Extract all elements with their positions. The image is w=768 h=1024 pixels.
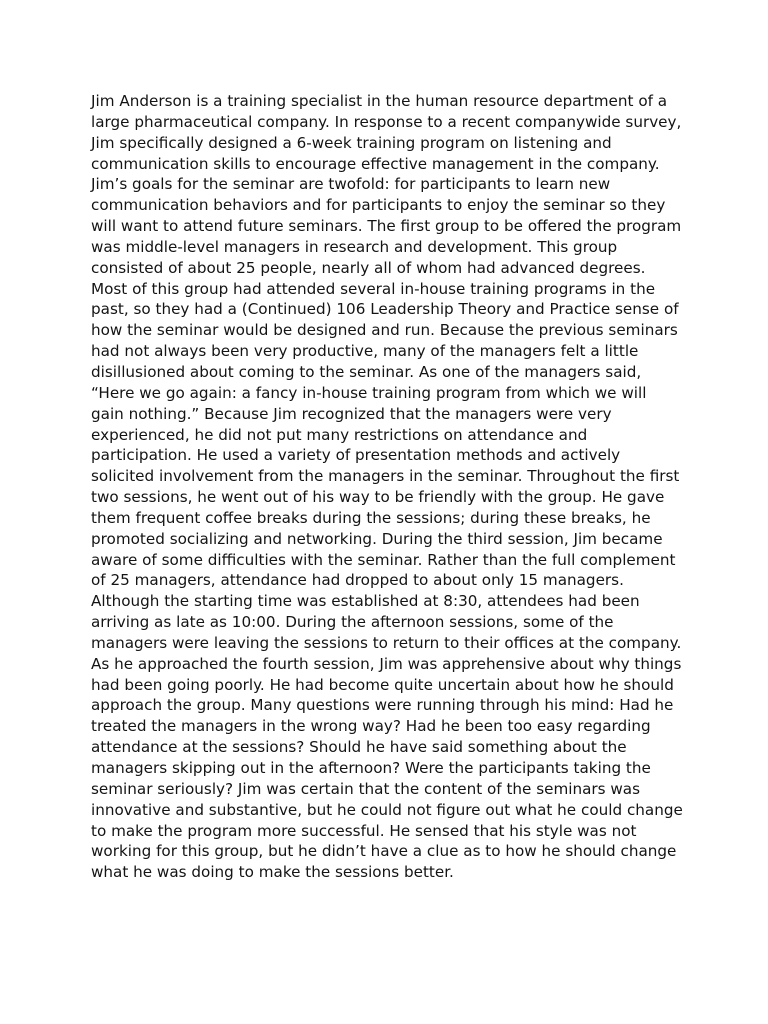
text-line: of 25 managers, attendance had dropped to about only 15 managers. (91, 571, 624, 590)
text-line: arriving as late as 10:00. During the afternoon sessions, some of the (91, 613, 614, 632)
text-line: to make the program more successful. He sensed that his style was not (91, 821, 637, 840)
text-line: Most of this group had attended several in-house training programs in the (91, 279, 656, 298)
text-line: managers skipping out in the afternoon? Were the participants taking the (91, 759, 651, 777)
text-line: communication skills to encourage effective management in the company. (91, 154, 660, 173)
text-line: solicited involvement from the managers in the seminar. Throughout the first (91, 467, 680, 486)
text-line: working for this group, but he didn’t have a clue as to how he should change (91, 842, 677, 861)
text-line: gain nothing.” Because Jim recognized that the managers were very (91, 404, 612, 423)
text-line: “Here we go again: a fancy in-house training program from which we will (91, 383, 647, 402)
text-line: how the seminar would be designed and run. Because the previous seminars (91, 321, 678, 340)
text-line: Jim Anderson is a training specialist in the human resource department of a (91, 92, 668, 110)
text-line: Although the starting time was established at 8:30, attendees had been (91, 592, 640, 611)
text-line: had been going poorly. He had become quite uncertain about how he should (91, 675, 674, 694)
text-line: seminar seriously? Jim was certain that the content of the seminars was (91, 779, 641, 798)
text-line: managers were leaving the sessions to return to their offices at the company. (91, 633, 682, 652)
text-line: large pharmaceutical company. In response to a recent companywide survey, (91, 112, 682, 131)
text-line: will want to attend future seminars. The first group to be offered the program (91, 217, 682, 236)
text-line: aware of some difficulties with the seminar. Rather than the full complement (91, 550, 676, 569)
text-line: attendance at the sessions? Should he have said something about the (91, 738, 627, 757)
text-line: two sessions, he went out of his way to be friendly with the group. He gave (91, 488, 665, 507)
text-line: communication behaviors and for participants to enjoy the seminar so they (91, 196, 666, 215)
text-line: consisted of about 25 people, nearly all of whom had advanced degrees. (91, 258, 646, 277)
text-line: was middle-level managers in research and development. This group (91, 237, 618, 256)
text-line: treated the managers in the wrong way? Had he been too easy regarding (91, 717, 651, 736)
text-line: past, so they had a (Continued) 106 Leadership Theory and Practice sense of (91, 300, 679, 319)
text-line: As he approached the fourth session, Jim was apprehensive about why things (91, 654, 682, 673)
text-line: participation. He used a variety of presentation methods and actively (91, 446, 621, 465)
text-line: them frequent coffee breaks during the sessions; during these breaks, he (91, 508, 651, 527)
text-line: what he was doing to make the sessions better. (91, 863, 454, 882)
text-line: experienced, he did not put many restrictions on attendance and (91, 425, 588, 444)
text-line: promoted socializing and networking. During the third session, Jim became (91, 529, 663, 548)
body-paragraph (91, 91, 691, 883)
text-line: had not always been very productive, many of the managers felt a little (91, 342, 639, 361)
text-line: Jim specifically designed a 6-week training program on listening and (91, 133, 612, 152)
text-line: innovative and substantive, but he could not figure out what he could change (91, 800, 683, 819)
text-line: Jim’s goals for the seminar are twofold: for participants to learn new (91, 175, 611, 194)
text-line: approach the group. Many questions were running through his mind: Had he (91, 696, 674, 715)
text-line: disillusioned about coming to the seminar. As one of the managers said, (91, 362, 642, 381)
